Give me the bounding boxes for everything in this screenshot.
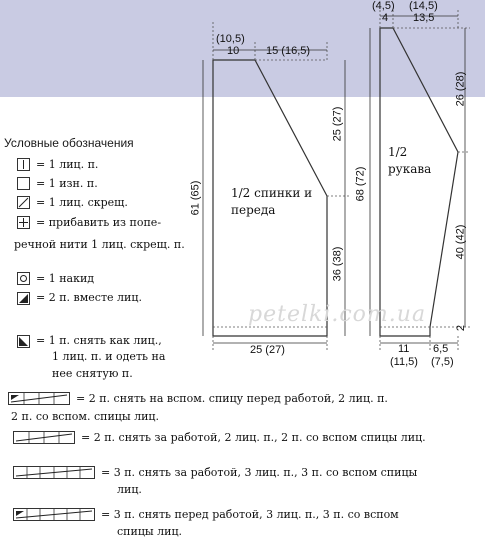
dim-sleeve-bottom-alt: (11,5) [390, 356, 418, 368]
k2tog-icon [17, 292, 30, 305]
dim-side-height: 36 (38) [331, 246, 344, 282]
legend-item-psso: = 1 п. снять как лиц., [36, 334, 162, 347]
legend-item-k2tog: = 2 п. вместе лиц. [36, 291, 142, 304]
sleeve-label: 1/2 рукава [388, 145, 432, 176]
back-front-label: 1/2 спинки и переда [231, 186, 313, 217]
dim-sleeve-bottom-right: 6,5 [433, 343, 449, 355]
legend-item-cable-2-back: = 2 п. снять за работой, 2 лиц. п., 2 п. со вспом спицы лиц. [81, 431, 426, 444]
legend-item-cable-3-back-cont: лиц. [117, 483, 142, 496]
legend-title: Условные обозначения [4, 136, 134, 150]
dim-sleeve-cap: 26 (28) [454, 71, 467, 107]
twisted-knit-icon [17, 196, 30, 209]
legend-item-cable-3-back: = 3 п. снять за работой, 3 лиц. п., 3 п. со вспом спицы [101, 466, 418, 479]
legend-item-purl: = 1 изн. п. [36, 177, 98, 190]
dim-top-left: 10 [227, 45, 240, 57]
legend-item-cable-2-front-cont: 2 п. со вспом. спицы лиц. [11, 410, 159, 423]
cable-2-front-icon [8, 392, 70, 405]
dim-bottom-width: 25 (27) [250, 344, 285, 356]
legend-item-increase-cont: речной нити 1 лиц. скрещ. п. [14, 238, 185, 251]
legend-item-twisted: = 1 лиц. скрещ. [36, 196, 128, 209]
watermark: petelki.com.ua [248, 302, 427, 327]
legend-item-knit: = 1 лиц. п. [36, 158, 99, 171]
increase-icon [17, 216, 30, 229]
dim-sleeve-top-right-alt: (14,5) [409, 0, 438, 12]
legend-item-cable-3-front: = 3 п. снять перед работой, 3 лиц. п., 3 п. со вспом [101, 508, 399, 521]
dim-top-left-alt: (10,5) [216, 33, 245, 45]
dim-sleeve-rib: 2 [455, 324, 468, 332]
dim-top-right: 15 (16,5) [266, 45, 311, 57]
dim-sleeve-top-left-alt: (4,5) [372, 0, 395, 12]
dim-armhole-height: 25 (27) [331, 106, 344, 142]
legend-item-psso-line2: 1 лиц. п. и одеть на [52, 350, 166, 363]
psso-icon [17, 335, 30, 348]
dim-sleeve-bottom-right-alt: (7,5) [431, 356, 454, 368]
cable-3-front-icon [13, 508, 95, 521]
dim-sleeve-top-right: 13,5 [413, 12, 435, 24]
dim-sleeve-height: 68 (72) [354, 166, 367, 202]
yarn-over-icon [17, 272, 30, 285]
dim-sleeve-lower: 40 (42) [454, 224, 467, 260]
legend-item-increase: = прибавить из попе- [36, 216, 162, 229]
cable-2-back-icon [13, 431, 75, 444]
legend-item-cable-2-front: = 2 п. снять на вспом. спицу перед работой, 2 лиц. п. [76, 392, 388, 405]
legend-item-psso-line3: нее снятую п. [52, 367, 133, 380]
dim-sleeve-top-left: 4 [382, 12, 389, 24]
dim-height-total: 61 (65) [189, 180, 202, 216]
legend-item-cable-3-front-cont: спицы лиц. [117, 525, 183, 538]
sleeve-outline [380, 28, 458, 336]
cable-3-back-icon [13, 466, 95, 479]
purl-stitch-icon [17, 177, 30, 190]
dim-sleeve-bottom: 11 [398, 343, 410, 355]
knit-stitch-icon [17, 158, 30, 171]
legend-item-yarn-over: = 1 накид [36, 272, 95, 285]
